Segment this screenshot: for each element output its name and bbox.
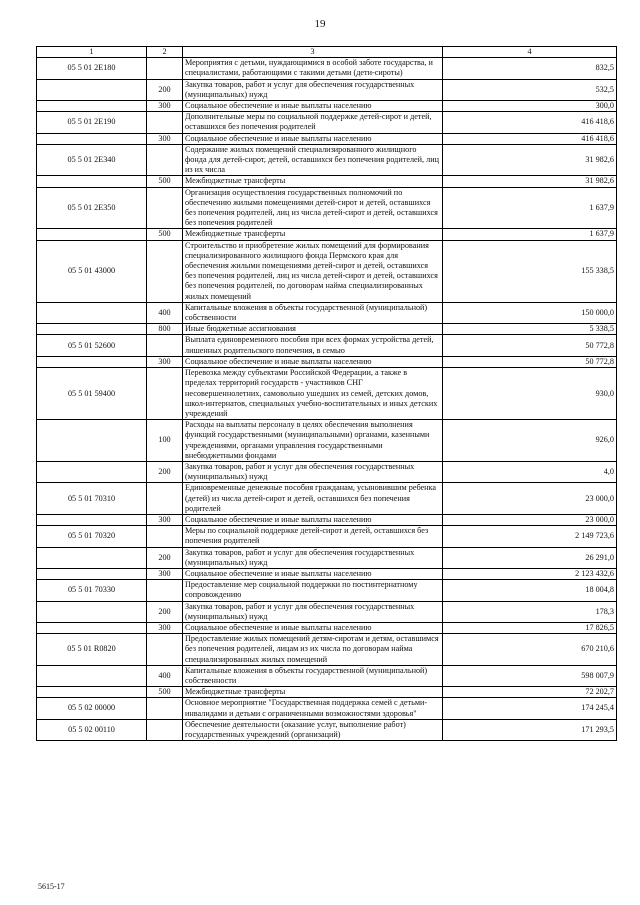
row-description: Закупка товаров, работ и услуг для обеспечения государственных (муниципальных) нужд xyxy=(183,547,443,568)
row-expense-kind: 100 xyxy=(147,420,183,462)
row-description: Основное мероприятие "Государственная поддержка семей с детьми-инвалидами и детьми с ограниченными возможностями здоровья" xyxy=(183,698,443,719)
row-description: Обеспечение деятельности (оказание услуг, выполнение работ) государственных учреждений (организаций) xyxy=(183,719,443,740)
row-amount: 1 637,9 xyxy=(443,229,617,240)
table-row xyxy=(37,144,617,176)
row-expense-kind xyxy=(147,335,183,356)
row-code xyxy=(37,101,147,112)
row-expense-kind: 200 xyxy=(147,547,183,568)
row-amount: 155 338,5 xyxy=(443,240,617,302)
row-amount: 598 007,9 xyxy=(443,665,617,686)
budget-table xyxy=(36,46,617,741)
row-expense-kind xyxy=(147,526,183,547)
row-code xyxy=(37,461,147,482)
row-expense-kind: 200 xyxy=(147,461,183,482)
row-description: Межбюджетные трансферты xyxy=(183,687,443,698)
row-description: Расходы на выплаты персоналу в целях обеспечения выполнения функций государственными (муниципальными) органами, казенными учреждениями, органами управления государственными внебюджетными фондами xyxy=(183,420,443,462)
row-description: Закупка товаров, работ и услуг для обеспечения государственных (муниципальных) нужд xyxy=(183,601,443,622)
row-code xyxy=(37,514,147,525)
row-description: Предоставление мер социальной поддержки по постинтернатному сопровождению xyxy=(183,580,443,601)
row-code xyxy=(37,622,147,633)
table-row xyxy=(37,622,617,633)
table-body xyxy=(37,58,617,741)
row-code xyxy=(37,79,147,100)
row-description: Социальное обеспечение и иные выплаты населению xyxy=(183,133,443,144)
row-code xyxy=(37,687,147,698)
table-row xyxy=(37,356,617,367)
row-amount: 178,3 xyxy=(443,601,617,622)
row-expense-kind: 500 xyxy=(147,176,183,187)
row-expense-kind: 300 xyxy=(147,133,183,144)
row-description: Организация осуществления государственных полномочий по обеспечению жилыми помещениями детей-сирот и детей, оставшихся без попечения родителей, лиц из числа детей-сирот и детей, оставшихся без попечения родителей xyxy=(183,187,443,229)
row-expense-kind xyxy=(147,144,183,176)
row-code xyxy=(37,547,147,568)
page-number: 19 xyxy=(314,18,326,30)
row-amount: 532,5 xyxy=(443,79,617,100)
table-row xyxy=(37,601,617,622)
row-code: 05 5 02 00110 xyxy=(37,719,147,740)
row-expense-kind: 400 xyxy=(147,302,183,323)
row-code: 05 5 01 2Е180 xyxy=(37,58,147,79)
table-row xyxy=(37,568,617,579)
table-row xyxy=(37,634,617,666)
row-code xyxy=(37,356,147,367)
table-row xyxy=(37,133,617,144)
row-description: Социальное обеспечение и иные выплаты населению xyxy=(183,568,443,579)
table-header-row xyxy=(37,47,617,58)
row-description: Социальное обеспечение и иные выплаты населению xyxy=(183,514,443,525)
row-amount: 31 982,6 xyxy=(443,144,617,176)
table-row xyxy=(37,698,617,719)
row-expense-kind: 300 xyxy=(147,568,183,579)
row-expense-kind xyxy=(147,187,183,229)
row-description: Перевозка между субъектами Российской Федерации, а также в пределах территорий государств - участников СНГ несовершеннолетних, самовольно ушедших из семей, детских домов, школ-интернатов, специальных учебно-воспитательных и иных детских учреждений xyxy=(183,368,443,420)
row-amount: 2 123 432,6 xyxy=(443,568,617,579)
row-code xyxy=(37,302,147,323)
table-row xyxy=(37,58,617,79)
table-row xyxy=(37,101,617,112)
row-code: 05 5 01 43000 xyxy=(37,240,147,302)
row-code: 05 5 01 2Е190 xyxy=(37,112,147,133)
row-code xyxy=(37,601,147,622)
row-code xyxy=(37,133,147,144)
row-code: 05 5 01 70320 xyxy=(37,526,147,547)
header-col-3: 3 xyxy=(183,47,443,58)
row-code: 05 5 01 59400 xyxy=(37,368,147,420)
row-description: Единовременные денежные пособия гражданам, усыновившим ребенка (детей) из числа детей-сирот и детей, оставшихся без попечения родителей xyxy=(183,483,443,515)
table-row xyxy=(37,665,617,686)
row-expense-kind xyxy=(147,483,183,515)
row-code: 05 5 01 70330 xyxy=(37,580,147,601)
row-expense-kind: 200 xyxy=(147,79,183,100)
row-amount: 4,0 xyxy=(443,461,617,482)
table-row xyxy=(37,547,617,568)
row-description: Закупка товаров, работ и услуг для обеспечения государственных (муниципальных) нужд xyxy=(183,79,443,100)
row-description: Дополнительные меры по социальной поддержке детей-сирот и детей, оставшихся без попечения родителей xyxy=(183,112,443,133)
row-expense-kind xyxy=(147,240,183,302)
row-description: Капитальные вложения в объекты государственной (муниципальной) собственности xyxy=(183,665,443,686)
row-amount: 926,0 xyxy=(443,420,617,462)
row-description: Капитальные вложения в объекты государственной (муниципальной) собственности xyxy=(183,302,443,323)
row-amount: 18 004,8 xyxy=(443,580,617,601)
table-row xyxy=(37,302,617,323)
row-amount: 5 338,5 xyxy=(443,324,617,335)
row-amount: 416 418,6 xyxy=(443,112,617,133)
row-expense-kind xyxy=(147,368,183,420)
row-amount: 150 000,0 xyxy=(443,302,617,323)
row-code: 05 5 01 70310 xyxy=(37,483,147,515)
row-amount: 832,5 xyxy=(443,58,617,79)
table-row xyxy=(37,79,617,100)
row-code xyxy=(37,229,147,240)
table-row xyxy=(37,240,617,302)
row-expense-kind: 200 xyxy=(147,601,183,622)
row-amount: 23 000,0 xyxy=(443,483,617,515)
row-code xyxy=(37,665,147,686)
row-amount: 50 772,8 xyxy=(443,335,617,356)
table-row xyxy=(37,420,617,462)
table-row xyxy=(37,580,617,601)
row-code: 05 5 01 R0820 xyxy=(37,634,147,666)
row-amount: 31 982,6 xyxy=(443,176,617,187)
row-description: Иные бюджетные ассигнования xyxy=(183,324,443,335)
table-row xyxy=(37,176,617,187)
row-amount: 174 245,4 xyxy=(443,698,617,719)
row-expense-kind: 500 xyxy=(147,229,183,240)
table-row xyxy=(37,514,617,525)
row-amount: 300,0 xyxy=(443,101,617,112)
row-description: Мероприятия с детьми, нуждающимися в особой заботе государства, и специалистами, работающими с такими детьми (дети-сироты) xyxy=(183,58,443,79)
table-row xyxy=(37,719,617,740)
row-amount: 17 826,5 xyxy=(443,622,617,633)
row-code: 05 5 02 00000 xyxy=(37,698,147,719)
table-row xyxy=(37,229,617,240)
row-expense-kind xyxy=(147,58,183,79)
row-expense-kind: 500 xyxy=(147,687,183,698)
header-col-1: 1 xyxy=(37,47,147,58)
row-amount: 72 202,7 xyxy=(443,687,617,698)
row-description: Межбюджетные трансферты xyxy=(183,176,443,187)
row-expense-kind xyxy=(147,719,183,740)
row-expense-kind: 300 xyxy=(147,514,183,525)
row-description: Социальное обеспечение и иные выплаты населению xyxy=(183,622,443,633)
row-expense-kind: 400 xyxy=(147,665,183,686)
row-amount: 23 000,0 xyxy=(443,514,617,525)
row-description: Содержание жилых помещений специализированного жилищного фонда для детей-сирот, детей, оставшихся без попечения родителей, лиц из их числа xyxy=(183,144,443,176)
row-code xyxy=(37,176,147,187)
row-code xyxy=(37,420,147,462)
row-amount: 670 210,6 xyxy=(443,634,617,666)
row-amount: 2 149 723,6 xyxy=(443,526,617,547)
table-row xyxy=(37,526,617,547)
row-code: 05 5 01 52600 xyxy=(37,335,147,356)
row-amount: 416 418,6 xyxy=(443,133,617,144)
table-row xyxy=(37,687,617,698)
footer-code: 5615-17 xyxy=(38,882,65,891)
header-col-2: 2 xyxy=(147,47,183,58)
row-code xyxy=(37,324,147,335)
table-row xyxy=(37,335,617,356)
row-description: Социальное обеспечение и иные выплаты населению xyxy=(183,101,443,112)
row-description: Строительство и приобретение жилых помещений для формирования специализированного жилищного фонда Пермского края для обеспечения жилыми помещениями детей-сирот и детей, оставшихся без попечения родителей, лиц из числа детей-сирот и детей, оставшихся без попечения родителей, по договорам найма специализированных жилых помещений xyxy=(183,240,443,302)
row-amount: 26 291,0 xyxy=(443,547,617,568)
table-row xyxy=(37,368,617,420)
row-code: 05 5 01 2Е350 xyxy=(37,187,147,229)
row-expense-kind xyxy=(147,112,183,133)
header-col-4: 4 xyxy=(443,47,617,58)
row-expense-kind xyxy=(147,580,183,601)
row-amount: 171 293,5 xyxy=(443,719,617,740)
row-amount: 50 772,8 xyxy=(443,356,617,367)
table-row xyxy=(37,461,617,482)
table-row xyxy=(37,112,617,133)
row-description: Выплата единовременного пособия при всех формах устройства детей, лишенных родительского попечения, в семью xyxy=(183,335,443,356)
row-expense-kind xyxy=(147,634,183,666)
row-amount: 1 637,9 xyxy=(443,187,617,229)
table-row xyxy=(37,483,617,515)
row-description: Межбюджетные трансферты xyxy=(183,229,443,240)
table-row xyxy=(37,187,617,229)
row-expense-kind: 300 xyxy=(147,356,183,367)
row-expense-kind: 300 xyxy=(147,101,183,112)
row-description: Предоставление жилых помещений детям-сиротам и детям, оставшимся без попечения родителей, лицам из их числа по договорам найма специализированных жилых помещений xyxy=(183,634,443,666)
row-expense-kind: 300 xyxy=(147,622,183,633)
table-row xyxy=(37,324,617,335)
row-code: 05 5 01 2Е340 xyxy=(37,144,147,176)
row-amount: 930,0 xyxy=(443,368,617,420)
row-expense-kind: 800 xyxy=(147,324,183,335)
row-description: Закупка товаров, работ и услуг для обеспечения государственных (муниципальных) нужд xyxy=(183,461,443,482)
row-expense-kind xyxy=(147,698,183,719)
row-description: Меры по социальной поддержке детей-сирот и детей, оставшихся без попечения родителей xyxy=(183,526,443,547)
row-description: Социальное обеспечение и иные выплаты населению xyxy=(183,356,443,367)
row-code xyxy=(37,568,147,579)
